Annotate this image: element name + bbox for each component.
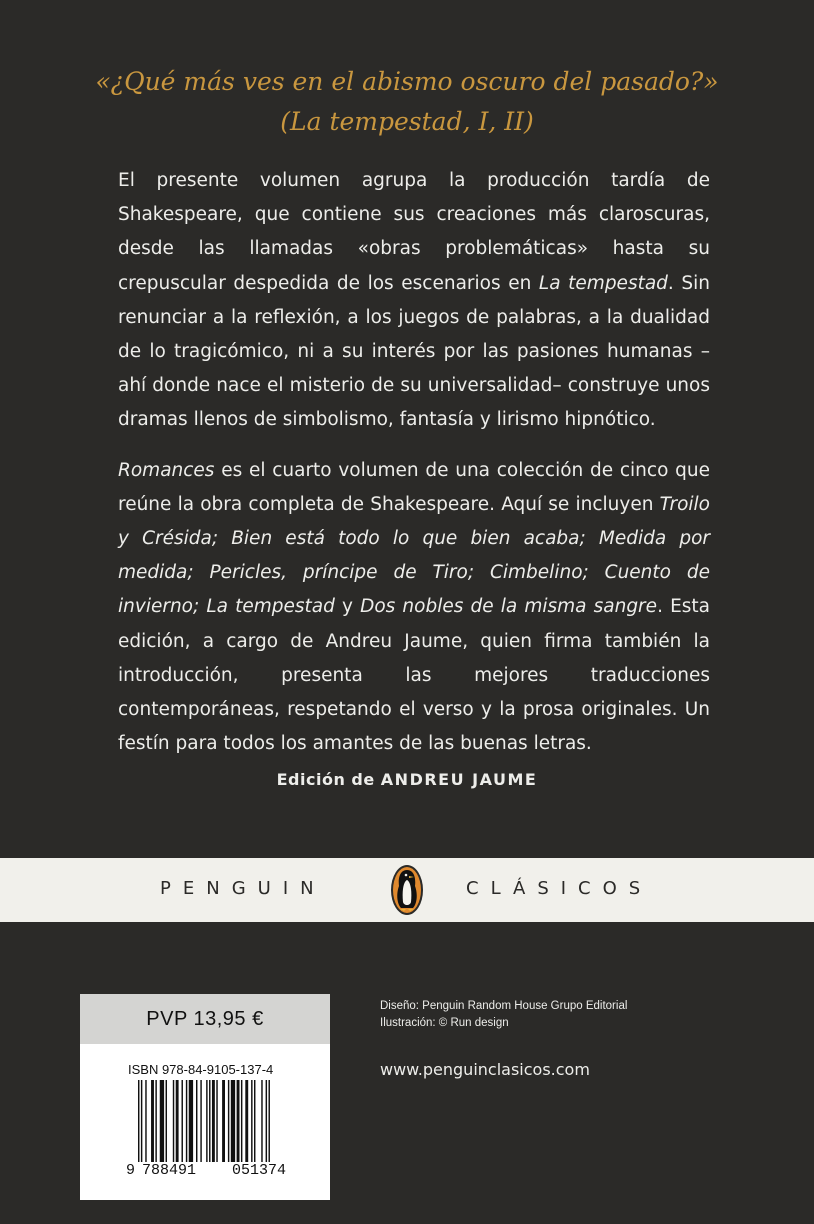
italic-title: Troilo y Crésida; Bien está todo lo que bien acaba; Medida por medida; Pericles, príncipe de Tiro; Cimbelino; Cuento de invierno; La tempestad	[118, 493, 710, 618]
barcode-bar	[145, 1080, 146, 1162]
barcode-bar	[176, 1080, 179, 1162]
text-run: . Esta edición, a cargo de Andreu Jaume, quien firma también la introducción, presenta las mejores traducciones contemporáneas, respetando el verso y la prosa originales. Un festín para todos los amantes de las buenas letras.	[118, 596, 710, 755]
barcode-bar	[231, 1080, 235, 1162]
barcode-bar	[269, 1080, 270, 1162]
barcode-bar	[141, 1080, 142, 1162]
penguin-logo-icon	[390, 864, 424, 916]
website-link[interactable]: www.penguinclasicos.com	[380, 1060, 590, 1079]
barcode-digits-right: 051374	[232, 1162, 287, 1179]
text-run: El presente volumen agrupa la producción tardía de Shakespeare, que contiene sus creaciones más claroscuras, desde las llamadas «obras problemáticas» hasta su crepuscular despedida de los escenarios en	[118, 170, 710, 294]
barcode-bar	[261, 1080, 262, 1162]
barcode-bar	[216, 1080, 217, 1162]
barcode-bar	[151, 1080, 154, 1162]
editor-name: ANDREU JAUME	[380, 770, 538, 789]
barcode-bar	[209, 1080, 210, 1162]
barcode-bar	[212, 1080, 215, 1162]
retail-price: PVP 13,95 €	[146, 1008, 264, 1030]
price-band	[80, 994, 330, 1044]
barcode-bar	[196, 1080, 197, 1162]
italic-title: Dos nobles de la misma sangre	[360, 596, 658, 618]
price-and-barcode-box	[80, 994, 330, 1200]
barcode-bar	[237, 1080, 240, 1162]
synopsis-paragraph-1	[118, 164, 710, 438]
barcode-bar	[138, 1080, 139, 1162]
isbn-barcode	[136, 1080, 316, 1162]
design-credit: Diseño: Penguin Random House Grupo Editorial	[380, 1000, 628, 1012]
italic-title: Romances	[118, 459, 215, 481]
illustration-credit: Ilustración: © Run design	[380, 1017, 509, 1029]
synopsis-paragraph-2	[118, 454, 710, 762]
editor-credit	[0, 770, 814, 789]
series-name: PENGUIN	[160, 878, 326, 899]
barcode-bar	[189, 1080, 193, 1162]
barcode-bar	[206, 1080, 207, 1162]
text-run: es el cuarto volumen de una colección de cinco que reúne la obra completa de Shakespeare. Aquí se incluyen	[118, 459, 710, 515]
barcode-bar	[241, 1080, 242, 1162]
barcode-bar	[266, 1080, 267, 1162]
barcode-bar	[155, 1080, 156, 1162]
barcode-bar	[182, 1080, 183, 1162]
barcode-bar	[222, 1080, 225, 1162]
text-run: . Sin renunciar a la reflexión, a los juegos de palabras, a la dualidad de lo tragicómico, ni a su interés por las pasiones humanas –ahí donde nace el misterio de su universalidad– construye unos dramas llenos de simbolismo, fantasía y lirismo hipnótico.	[118, 272, 711, 431]
barcode-bar	[200, 1080, 201, 1162]
barcode-digits-left: 788491	[142, 1162, 197, 1179]
isbn-number: ISBN 978-84-9105-137-4	[128, 1062, 274, 1077]
text-run: y	[334, 596, 361, 618]
barcode-digit-prefix: 9	[126, 1162, 136, 1179]
italic-title: La tempestad	[538, 272, 668, 294]
epigraph-quote: «¿Qué más ves en el abismo oscuro del pasado?»	[95, 67, 719, 96]
design-credits	[380, 998, 627, 1032]
epigraph	[0, 62, 814, 142]
epigraph-source: (La tempestad, I, II)	[280, 107, 534, 136]
barcode-bar	[173, 1080, 174, 1162]
editor-prefix: Edición de	[276, 770, 375, 789]
barcode-bar	[186, 1080, 187, 1162]
synopsis	[118, 164, 710, 777]
barcode-bar	[228, 1080, 229, 1162]
collection-name: CLÁSICOS	[466, 878, 653, 899]
barcode-bar	[166, 1080, 167, 1162]
barcode-bar	[251, 1080, 252, 1162]
barcode-bar	[245, 1080, 248, 1162]
barcode-bar	[160, 1080, 164, 1162]
barcode-bar	[254, 1080, 255, 1162]
